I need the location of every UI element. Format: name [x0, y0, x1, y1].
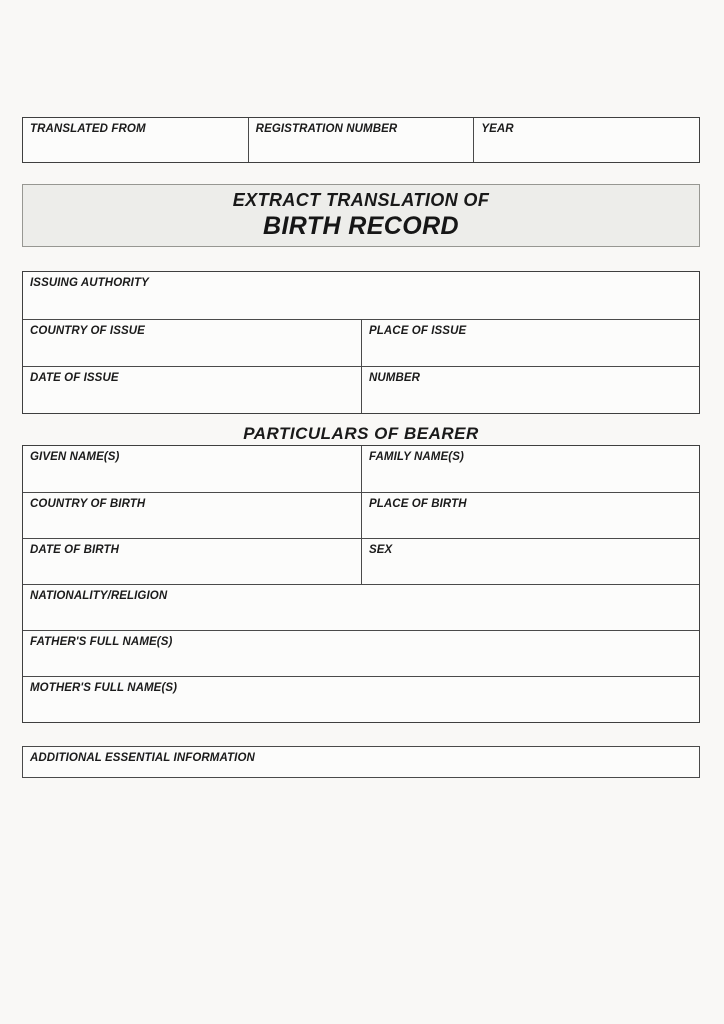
bearer-nationality-row	[23, 584, 699, 630]
field-number	[361, 367, 699, 413]
translated-from-value-area[interactable]	[23, 136, 248, 162]
number-label: NUMBER	[369, 372, 421, 384]
title-line-2: BIRTH RECORD	[262, 211, 459, 240]
field-nationality-religion	[23, 585, 699, 630]
form-content	[22, 0, 700, 778]
bearer-dob-sex-row	[23, 538, 699, 584]
country-of-birth-label: COUNTRY OF BIRTH	[30, 498, 146, 510]
fathers-full-names-value-area[interactable]	[23, 649, 699, 676]
family-names-value-area[interactable]	[362, 464, 699, 492]
family-names-label: FAMILY NAME(S)	[369, 451, 464, 463]
place-of-birth-value-area[interactable]	[362, 511, 699, 538]
field-mothers-full-names	[23, 677, 699, 722]
field-date-of-birth	[23, 539, 361, 584]
issue-country-place-row	[23, 319, 699, 366]
field-registration-number	[248, 118, 474, 162]
place-of-issue-label: PLACE OF ISSUE	[369, 325, 467, 337]
sex-label: SEX	[369, 544, 393, 556]
field-given-names	[23, 446, 361, 492]
issuing-authority-label: ISSUING AUTHORITY	[30, 277, 149, 289]
mothers-full-names-label: MOTHER'S FULL NAME(S)	[30, 682, 178, 694]
particulars-of-bearer-heading: PARTICULARS OF BEARER	[243, 424, 479, 443]
nationality-religion-label: NATIONALITY/RELIGION	[30, 590, 168, 602]
bearer-mother-row	[23, 676, 699, 722]
bearer-names-row	[23, 446, 699, 492]
given-names-value-area[interactable]	[23, 464, 361, 492]
issuing-authority-row	[23, 272, 699, 319]
bearer-birth-country-place-row	[23, 492, 699, 538]
translated-from-label: TRANSLATED FROM	[30, 123, 146, 135]
date-of-birth-label: DATE OF BIRTH	[30, 544, 120, 556]
additional-information-row	[23, 747, 699, 777]
field-year	[473, 118, 699, 162]
place-of-issue-value-area[interactable]	[362, 338, 699, 366]
registration-number-value-area[interactable]	[249, 136, 474, 162]
issue-details-table	[22, 271, 700, 414]
registration-number-label: REGISTRATION NUMBER	[255, 123, 398, 135]
field-country-of-issue	[23, 320, 361, 366]
given-names-label: GIVEN NAME(S)	[30, 451, 120, 463]
document-title-banner	[22, 184, 700, 247]
field-sex	[361, 539, 699, 584]
mothers-full-names-value-area[interactable]	[23, 695, 699, 722]
place-of-birth-label: PLACE OF BIRTH	[369, 498, 467, 510]
date-of-birth-value-area[interactable]	[23, 557, 361, 584]
year-label: YEAR	[481, 123, 514, 135]
issue-date-number-row	[23, 366, 699, 413]
field-issuing-authority	[23, 272, 699, 319]
field-place-of-birth	[361, 493, 699, 538]
number-value-area[interactable]	[362, 385, 699, 413]
field-fathers-full-names	[23, 631, 699, 676]
bearer-father-row	[23, 630, 699, 676]
field-additional-information	[23, 747, 699, 777]
country-of-birth-value-area[interactable]	[23, 511, 361, 538]
additional-information-label: ADDITIONAL ESSENTIAL INFORMATION	[30, 752, 255, 764]
sex-value-area[interactable]	[362, 557, 699, 584]
field-translated-from	[23, 118, 248, 162]
date-of-issue-value-area[interactable]	[23, 385, 361, 413]
issuing-authority-value-area[interactable]	[23, 290, 699, 319]
header-fields-table	[22, 117, 700, 163]
year-value-area[interactable]	[474, 136, 699, 162]
field-country-of-birth	[23, 493, 361, 538]
date-of-issue-label: DATE OF ISSUE	[30, 372, 119, 384]
field-place-of-issue	[361, 320, 699, 366]
country-of-issue-value-area[interactable]	[23, 338, 361, 366]
nationality-religion-value-area[interactable]	[23, 603, 699, 630]
header-fields-row	[23, 118, 699, 162]
field-date-of-issue	[23, 367, 361, 413]
additional-information-value-area[interactable]	[23, 765, 699, 777]
field-family-names	[361, 446, 699, 492]
bearer-details-table	[22, 445, 700, 723]
additional-information-table	[22, 746, 700, 778]
title-line-1: EXTRACT TRANSLATION OF	[232, 190, 490, 211]
fathers-full-names-label: FATHER'S FULL NAME(S)	[30, 636, 173, 648]
country-of-issue-label: COUNTRY OF ISSUE	[30, 325, 145, 337]
